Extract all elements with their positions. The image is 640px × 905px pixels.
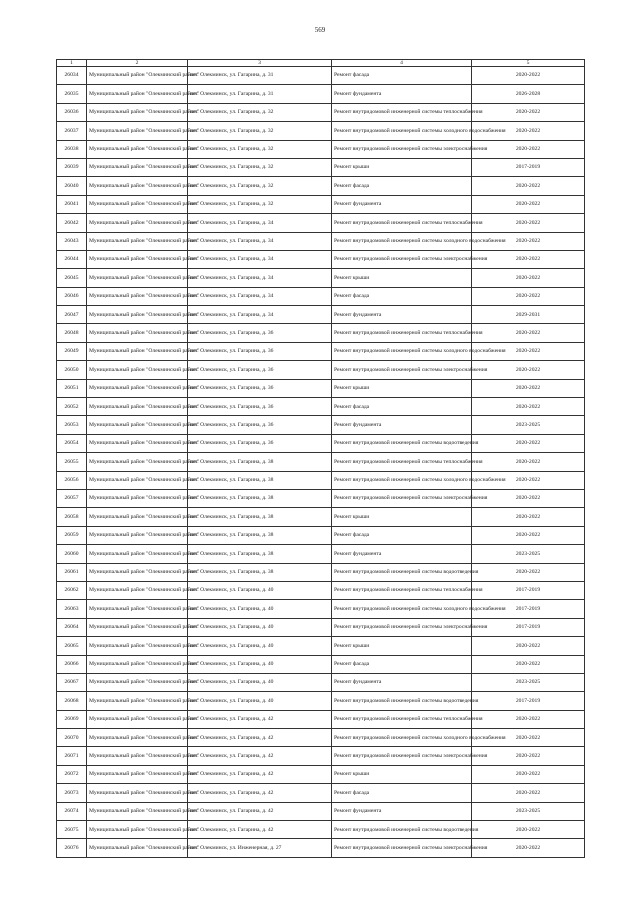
work-type-cell: Ремонт фундамента (332, 673, 472, 691)
district-cell: Муниципальный район "Олекминский район" (87, 471, 188, 489)
work-type-cell: Ремонт внутридомовой инженерной системы водоотведения (332, 821, 472, 839)
row-id-cell: 26050 (57, 361, 87, 379)
work-type-cell: Ремонт фундамента (332, 545, 472, 563)
work-type-cell: Ремонт внутридомовой инженерной системы холодного водоснабжения (332, 729, 472, 747)
row-id-cell: 26047 (57, 306, 87, 324)
row-id-cell: 26061 (57, 563, 87, 581)
column-header-1: 1 (57, 60, 87, 67)
period-cell: 2020-2022 (472, 269, 585, 287)
period-cell: 2020-2022 (472, 250, 585, 268)
table-row (57, 747, 585, 765)
period-cell: 2020-2022 (472, 729, 585, 747)
row-id-cell: 26075 (57, 821, 87, 839)
row-id-cell: 26060 (57, 545, 87, 563)
row-id-cell: 26066 (57, 655, 87, 673)
address-cell: пгт. Олекминск, ул. Гагарина, д. 40 (188, 673, 332, 691)
work-type-cell: Ремонт фасада (332, 526, 472, 544)
district-cell: Муниципальный район "Олекминский район" (87, 398, 188, 416)
address-cell: пгт. Олекминск, ул. Гагарина, д. 32 (188, 195, 332, 213)
row-id-cell: 26053 (57, 416, 87, 434)
work-type-cell: Ремонт фасада (332, 177, 472, 195)
table-row (57, 618, 585, 636)
work-type-cell: Ремонт внутридомовой инженерной системы теплоснабжения (332, 710, 472, 728)
period-cell: 2020-2022 (472, 379, 585, 397)
address-cell: пгт. Олекминск, ул. Гагарина, д. 34 (188, 250, 332, 268)
period-cell: 2020-2022 (472, 287, 585, 305)
table-row (57, 673, 585, 691)
work-type-cell: Ремонт внутридомовой инженерной системы водоотведения (332, 563, 472, 581)
address-cell: пгт. Олекминск, ул. Гагарина, д. 42 (188, 747, 332, 765)
work-type-cell: Ремонт внутридомовой инженерной системы электроснабжения (332, 489, 472, 507)
row-id-cell: 26055 (57, 453, 87, 471)
row-id-cell: 26044 (57, 250, 87, 268)
table-row (57, 839, 585, 857)
table-row (57, 342, 585, 360)
period-cell: 2029-2031 (472, 306, 585, 324)
period-cell: 2017-2019 (472, 618, 585, 636)
table-row (57, 581, 585, 599)
table-row (57, 269, 585, 287)
period-cell: 2017-2019 (472, 692, 585, 710)
work-type-cell: Ремонт внутридомовой инженерной системы электроснабжения (332, 361, 472, 379)
row-id-cell: 26037 (57, 122, 87, 140)
row-id-cell: 26054 (57, 434, 87, 452)
district-cell: Муниципальный район "Олекминский район" (87, 729, 188, 747)
table-row (57, 563, 585, 581)
address-cell: пгт. Олекминск, ул. Гагарина, д. 31 (188, 85, 332, 103)
table-row (57, 379, 585, 397)
work-type-cell: Ремонт внутридомовой инженерной системы холодного водоснабжения (332, 122, 472, 140)
address-cell: пгт. Олекминск, ул. Гагарина, д. 40 (188, 637, 332, 655)
row-id-cell: 26074 (57, 802, 87, 820)
district-cell: Муниципальный район "Олекминский район" (87, 122, 188, 140)
district-cell: Муниципальный район "Олекминский район" (87, 250, 188, 268)
district-cell: Муниципальный район "Олекминский район" (87, 195, 188, 213)
column-header-5: 5 (472, 60, 585, 67)
row-id-cell: 26058 (57, 508, 87, 526)
district-cell: Муниципальный район "Олекминский район" (87, 545, 188, 563)
address-cell: пгт. Олекминск, ул. Гагарина, д. 32 (188, 140, 332, 158)
table-row (57, 158, 585, 176)
address-cell: пгт. Олекминск, ул. Гагарина, д. 36 (188, 324, 332, 342)
registry-table (56, 59, 585, 858)
table-row (57, 306, 585, 324)
table-row (57, 177, 585, 195)
district-cell: Муниципальный район "Олекминский район" (87, 692, 188, 710)
period-cell: 2020-2022 (472, 398, 585, 416)
work-type-cell: Ремонт крыши (332, 508, 472, 526)
table-row (57, 784, 585, 802)
table-row (57, 140, 585, 158)
district-cell: Муниципальный район "Олекминский район" (87, 563, 188, 581)
period-cell: 2020-2022 (472, 821, 585, 839)
table-header-row (57, 60, 585, 67)
address-cell: пгт. Олекминск, ул. Гагарина, д. 38 (188, 508, 332, 526)
district-cell: Муниципальный район "Олекминский район" (87, 416, 188, 434)
table-row (57, 103, 585, 121)
address-cell: пгт. Олекминск, ул. Гагарина, д. 40 (188, 655, 332, 673)
address-cell: пгт. Олекминск, ул. Гагарина, д. 34 (188, 214, 332, 232)
table-row (57, 508, 585, 526)
period-cell: 2020-2022 (472, 526, 585, 544)
address-cell: пгт. Олекминск, ул. Гагарина, д. 38 (188, 526, 332, 544)
district-cell: Муниципальный район "Олекминский район" (87, 434, 188, 452)
work-type-cell: Ремонт фундамента (332, 85, 472, 103)
period-cell: 2020-2022 (472, 67, 585, 85)
district-cell: Муниципальный район "Олекминский район" (87, 177, 188, 195)
period-cell: 2020-2022 (472, 784, 585, 802)
address-cell: пгт. Олекминск, ул. Гагарина, д. 42 (188, 821, 332, 839)
row-id-cell: 26036 (57, 103, 87, 121)
row-id-cell: 26034 (57, 67, 87, 85)
district-cell: Муниципальный район "Олекминский район" (87, 214, 188, 232)
district-cell: Муниципальный район "Олекминский район" (87, 600, 188, 618)
row-id-cell: 26051 (57, 379, 87, 397)
period-cell: 2020-2022 (472, 361, 585, 379)
table-row (57, 195, 585, 213)
district-cell: Муниципальный район "Олекминский район" (87, 618, 188, 636)
work-type-cell: Ремонт фундамента (332, 802, 472, 820)
district-cell: Муниципальный район "Олекминский район" (87, 453, 188, 471)
period-cell: 2023-2025 (472, 673, 585, 691)
district-cell: Муниципальный район "Олекминский район" (87, 324, 188, 342)
address-cell: пгт. Олекминск, ул. Гагарина, д. 40 (188, 692, 332, 710)
district-cell: Муниципальный район "Олекминский район" (87, 103, 188, 121)
row-id-cell: 26073 (57, 784, 87, 802)
address-cell: пгт. Олекминск, ул. Гагарина, д. 36 (188, 416, 332, 434)
table-row (57, 637, 585, 655)
row-id-cell: 26035 (57, 85, 87, 103)
district-cell: Муниципальный район "Олекминский район" (87, 581, 188, 599)
district-cell: Муниципальный район "Олекминский район" (87, 306, 188, 324)
work-type-cell: Ремонт внутридомовой инженерной системы теплоснабжения (332, 103, 472, 121)
period-cell: 2020-2022 (472, 637, 585, 655)
district-cell: Муниципальный район "Олекминский район" (87, 784, 188, 802)
district-cell: Муниципальный район "Олекминский район" (87, 85, 188, 103)
district-cell: Муниципальный район "Олекминский район" (87, 802, 188, 820)
row-id-cell: 26043 (57, 232, 87, 250)
address-cell: пгт. Олекминск, ул. Гагарина, д. 38 (188, 489, 332, 507)
work-type-cell: Ремонт внутридомовой инженерной системы теплоснабжения (332, 453, 472, 471)
address-cell: пгт. Олекминск, ул. Гагарина, д. 32 (188, 177, 332, 195)
work-type-cell: Ремонт внутридомовой инженерной системы холодного водоснабжения (332, 342, 472, 360)
district-cell: Муниципальный район "Олекминский район" (87, 232, 188, 250)
period-cell: 2017-2019 (472, 581, 585, 599)
period-cell: 2020-2022 (472, 710, 585, 728)
district-cell: Муниципальный район "Олекминский район" (87, 508, 188, 526)
table-row (57, 232, 585, 250)
row-id-cell: 26038 (57, 140, 87, 158)
table-row (57, 434, 585, 452)
district-cell: Муниципальный район "Олекминский район" (87, 765, 188, 783)
district-cell: Муниципальный район "Олекминский район" (87, 747, 188, 765)
address-cell: пгт. Олекминск, ул. Гагарина, д. 38 (188, 563, 332, 581)
column-header-2: 2 (87, 60, 188, 67)
table-row (57, 250, 585, 268)
work-type-cell: Ремонт крыши (332, 158, 472, 176)
period-cell: 2020-2022 (472, 839, 585, 857)
period-cell: 2020-2022 (472, 765, 585, 783)
table-row (57, 545, 585, 563)
period-cell: 2020-2022 (472, 122, 585, 140)
row-id-cell: 26065 (57, 637, 87, 655)
work-type-cell: Ремонт внутридомовой инженерной системы холодного водоснабжения (332, 600, 472, 618)
district-cell: Муниципальный район "Олекминский район" (87, 287, 188, 305)
address-cell: пгт. Олекминск, ул. Гагарина, д. 34 (188, 269, 332, 287)
row-id-cell: 26064 (57, 618, 87, 636)
row-id-cell: 26062 (57, 581, 87, 599)
work-type-cell: Ремонт внутридомовой инженерной системы теплоснабжения (332, 581, 472, 599)
period-cell: 2020-2022 (472, 563, 585, 581)
row-id-cell: 26040 (57, 177, 87, 195)
work-type-cell: Ремонт внутридомовой инженерной системы теплоснабжения (332, 324, 472, 342)
table-row (57, 489, 585, 507)
row-id-cell: 26057 (57, 489, 87, 507)
column-header-4: 4 (332, 60, 472, 67)
period-cell: 2017-2019 (472, 600, 585, 618)
district-cell: Муниципальный район "Олекминский район" (87, 655, 188, 673)
period-cell: 2017-2019 (472, 158, 585, 176)
period-cell: 2020-2022 (472, 508, 585, 526)
table-row (57, 287, 585, 305)
table-row (57, 655, 585, 673)
address-cell: пгт. Олекминск, ул. Гагарина, д. 36 (188, 379, 332, 397)
address-cell: пгт. Олекминск, ул. Гагарина, д. 38 (188, 453, 332, 471)
work-type-cell: Ремонт фасада (332, 655, 472, 673)
address-cell: пгт. Олекминск, ул. Гагарина, д. 40 (188, 581, 332, 599)
period-cell: 2020-2022 (472, 453, 585, 471)
address-cell: пгт. Олекминск, ул. Гагарина, д. 40 (188, 618, 332, 636)
period-cell: 2020-2022 (472, 140, 585, 158)
table-row (57, 416, 585, 434)
address-cell: пгт. Олекминск, ул. Гагарина, д. 38 (188, 471, 332, 489)
work-type-cell: Ремонт внутридомовой инженерной системы холодного водоснабжения (332, 471, 472, 489)
row-id-cell: 26068 (57, 692, 87, 710)
address-cell: пгт. Олекминск, ул. Гагарина, д. 32 (188, 122, 332, 140)
work-type-cell: Ремонт фасада (332, 784, 472, 802)
period-cell: 2020-2022 (472, 232, 585, 250)
district-cell: Муниципальный район "Олекминский район" (87, 361, 188, 379)
row-id-cell: 26076 (57, 839, 87, 857)
period-cell: 2020-2022 (472, 214, 585, 232)
work-type-cell: Ремонт внутридомовой инженерной системы электроснабжения (332, 747, 472, 765)
address-cell: пгт. Олекминск, ул. Гагарина, д. 42 (188, 765, 332, 783)
table-row (57, 692, 585, 710)
address-cell: пгт. Олекминск, ул. Гагарина, д. 42 (188, 784, 332, 802)
district-cell: Муниципальный район "Олекминский район" (87, 673, 188, 691)
work-type-cell: Ремонт фасада (332, 398, 472, 416)
address-cell: пгт. Олекминск, ул. Гагарина, д. 34 (188, 232, 332, 250)
period-cell: 2020-2022 (472, 747, 585, 765)
period-cell: 2020-2022 (472, 195, 585, 213)
address-cell: пгт. Олекминск, ул. Гагарина, д. 32 (188, 158, 332, 176)
address-cell: пгт. Олекминск, ул. Гагарина, д. 31 (188, 67, 332, 85)
work-type-cell: Ремонт крыши (332, 765, 472, 783)
period-cell: 2020-2022 (472, 103, 585, 121)
period-cell: 2023-2025 (472, 545, 585, 563)
table-row (57, 398, 585, 416)
work-type-cell: Ремонт фундамента (332, 306, 472, 324)
row-id-cell: 26067 (57, 673, 87, 691)
row-id-cell: 26056 (57, 471, 87, 489)
table-row (57, 765, 585, 783)
address-cell: пгт. Олекминск, ул. Гагарина, д. 36 (188, 342, 332, 360)
work-type-cell: Ремонт внутридомовой инженерной системы электроснабжения (332, 250, 472, 268)
district-cell: Муниципальный район "Олекминский район" (87, 821, 188, 839)
district-cell: Муниципальный район "Олекминский район" (87, 839, 188, 857)
table-row (57, 526, 585, 544)
work-type-cell: Ремонт внутридомовой инженерной системы водоотведения (332, 692, 472, 710)
work-type-cell: Ремонт фасада (332, 67, 472, 85)
row-id-cell: 26063 (57, 600, 87, 618)
period-cell: 2023-2025 (472, 802, 585, 820)
address-cell: пгт. Олекминск, ул. Гагарина, д. 42 (188, 802, 332, 820)
row-id-cell: 26039 (57, 158, 87, 176)
table-row (57, 821, 585, 839)
row-id-cell: 26070 (57, 729, 87, 747)
period-cell: 2020-2022 (472, 324, 585, 342)
column-header-3: 3 (188, 60, 332, 67)
row-id-cell: 26041 (57, 195, 87, 213)
table-row (57, 453, 585, 471)
table-row (57, 471, 585, 489)
district-cell: Муниципальный район "Олекминский район" (87, 489, 188, 507)
district-cell: Муниципальный район "Олекминский район" (87, 269, 188, 287)
work-type-cell: Ремонт фасада (332, 287, 472, 305)
address-cell: пгт. Олекминск, ул. Гагарина, д. 40 (188, 600, 332, 618)
table-row (57, 85, 585, 103)
table-row (57, 122, 585, 140)
work-type-cell: Ремонт фундамента (332, 195, 472, 213)
work-type-cell: Ремонт крыши (332, 637, 472, 655)
district-cell: Муниципальный район "Олекминский район" (87, 526, 188, 544)
period-cell: 2026-2028 (472, 85, 585, 103)
district-cell: Муниципальный район "Олекминский район" (87, 67, 188, 85)
work-type-cell: Ремонт крыши (332, 269, 472, 287)
table-row (57, 729, 585, 747)
address-cell: пгт. Олекминск, ул. Гагарина, д. 36 (188, 398, 332, 416)
row-id-cell: 26069 (57, 710, 87, 728)
table-row (57, 214, 585, 232)
table-row (57, 710, 585, 728)
period-cell: 2020-2022 (472, 342, 585, 360)
page-number: 569 (314, 26, 326, 34)
period-cell: 2020-2022 (472, 471, 585, 489)
row-id-cell: 26046 (57, 287, 87, 305)
work-type-cell: Ремонт внутридомовой инженерной системы электроснабжения (332, 140, 472, 158)
address-cell: пгт. Олекминск, ул. Гагарина, д. 42 (188, 729, 332, 747)
row-id-cell: 26042 (57, 214, 87, 232)
address-cell: пгт. Олекминск, ул. Гагарина, д. 34 (188, 306, 332, 324)
work-type-cell: Ремонт внутридомовой инженерной системы холодного водоснабжения (332, 232, 472, 250)
work-type-cell: Ремонт внутридомовой инженерной системы теплоснабжения (332, 214, 472, 232)
address-cell: пгт. Олекминск, ул. Гагарина, д. 42 (188, 710, 332, 728)
work-type-cell: Ремонт фундамента (332, 416, 472, 434)
table-row (57, 361, 585, 379)
table-row (57, 324, 585, 342)
district-cell: Муниципальный район "Олекминский район" (87, 158, 188, 176)
address-cell: пгт. Олекминск, ул. Гагарина, д. 34 (188, 287, 332, 305)
address-cell: пгт. Олекминск, ул. Гагарина, д. 38 (188, 545, 332, 563)
district-cell: Муниципальный район "Олекминский район" (87, 140, 188, 158)
row-id-cell: 26072 (57, 765, 87, 783)
row-id-cell: 26049 (57, 342, 87, 360)
period-cell: 2020-2022 (472, 177, 585, 195)
row-id-cell: 26048 (57, 324, 87, 342)
period-cell: 2020-2022 (472, 489, 585, 507)
table-row (57, 67, 585, 85)
table-row (57, 600, 585, 618)
period-cell: 2023-2025 (472, 416, 585, 434)
row-id-cell: 26071 (57, 747, 87, 765)
row-id-cell: 26045 (57, 269, 87, 287)
address-cell: пгт. Олекминск, ул. Гагарина, д. 36 (188, 361, 332, 379)
row-id-cell: 26052 (57, 398, 87, 416)
work-type-cell: Ремонт внутридомовой инженерной системы водоотведения (332, 434, 472, 452)
district-cell: Муниципальный район "Олекминский район" (87, 637, 188, 655)
address-cell: пгт. Олекминск, ул. Инженерная, д. 27 (188, 839, 332, 857)
work-type-cell: Ремонт внутридомовой инженерной системы электроснабжения (332, 839, 472, 857)
work-type-cell: Ремонт внутридомовой инженерной системы электроснабжения (332, 618, 472, 636)
address-cell: пгт. Олекминск, ул. Гагарина, д. 32 (188, 103, 332, 121)
district-cell: Муниципальный район "Олекминский район" (87, 342, 188, 360)
period-cell: 2020-2022 (472, 655, 585, 673)
work-type-cell: Ремонт крыши (332, 379, 472, 397)
table-row (57, 802, 585, 820)
address-cell: пгт. Олекминск, ул. Гагарина, д. 36 (188, 434, 332, 452)
table-body (57, 67, 585, 858)
district-cell: Муниципальный район "Олекминский район" (87, 379, 188, 397)
period-cell: 2020-2022 (472, 434, 585, 452)
row-id-cell: 26059 (57, 526, 87, 544)
district-cell: Муниципальный район "Олекминский район" (87, 710, 188, 728)
